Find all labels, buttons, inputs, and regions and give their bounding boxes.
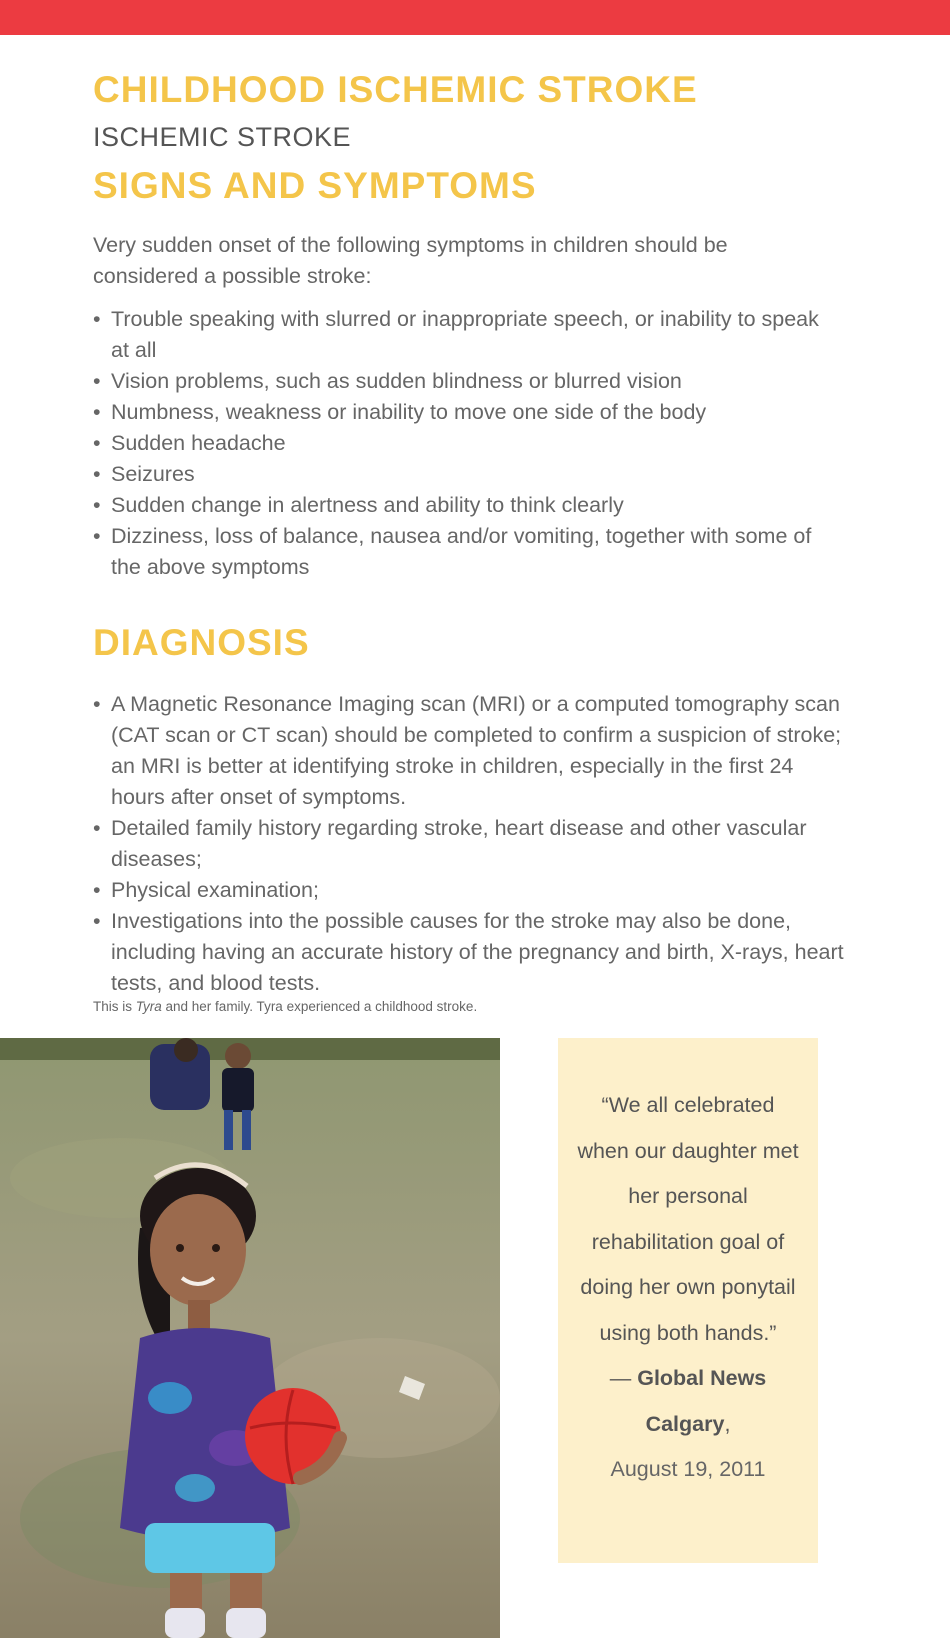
quote-text: “We all celebrated when our daughter met her personal rehabilitation goal of doing her own ponytail using both hands.” xyxy=(577,1093,799,1345)
list-item xyxy=(93,304,838,366)
list-item-text: Trouble speaking with slurred or inappropriate speech, or inability to speak at all xyxy=(111,307,819,362)
list-item-text: Investigations into the possible causes for the stroke may also be done, including having an accurate history of the pregnancy and birth, X-rays, heart tests, and blood tests. xyxy=(111,909,844,995)
list-item-text: Vision problems, such as sudden blindness or blurred vision xyxy=(111,369,682,393)
list-item-text: Sudden change in alertness and ability to think clearly xyxy=(111,493,624,517)
list-item xyxy=(93,875,853,906)
quote-source: Global News Calgary xyxy=(637,1366,767,1436)
quote-comma: , xyxy=(724,1411,731,1436)
caption-prefix: This is xyxy=(93,999,136,1014)
bullet-icon: • xyxy=(93,909,101,933)
top-color-bar xyxy=(0,0,950,35)
photo-caption xyxy=(93,997,503,1016)
list-item xyxy=(93,813,853,875)
testimonial-quote xyxy=(576,1083,800,1493)
list-item xyxy=(93,906,853,999)
list-item xyxy=(93,459,838,490)
bullet-icon: • xyxy=(93,692,101,716)
list-item xyxy=(93,366,838,397)
list-item xyxy=(93,490,838,521)
list-item-text: Detailed family history regarding stroke, heart disease and other vascular diseases; xyxy=(111,816,807,871)
signs-list xyxy=(93,304,838,583)
caption-suffix: and her family. Tyra experienced a childhood stroke. xyxy=(161,999,478,1014)
bullet-icon: • xyxy=(93,816,101,840)
bullet-icon: • xyxy=(93,369,101,393)
list-item-text: Dizziness, loss of balance, nausea and/or vomiting, together with some of the above symptoms xyxy=(111,524,812,579)
caption-name: Tyra xyxy=(135,999,162,1014)
list-item xyxy=(93,521,838,583)
bullet-icon: • xyxy=(93,431,101,455)
list-item-text: A Magnetic Resonance Imaging scan (MRI) or a computed tomography scan (CAT scan or CT scan) should be completed to confirm a suspicion of stroke; an MRI is better at identifying stroke in children, especially in the first 24 hours after onset of symptoms. xyxy=(111,692,842,809)
diagnosis-list xyxy=(93,689,853,999)
signs-intro: Very sudden onset of the following symptoms in children should be considered a possible stroke: xyxy=(93,233,728,288)
bullet-icon: • xyxy=(93,524,101,548)
page-content xyxy=(93,66,853,999)
family-photo xyxy=(0,1038,500,1638)
list-item xyxy=(93,689,853,813)
list-item-text: Seizures xyxy=(111,462,195,486)
list-item-text: Physical examination; xyxy=(111,878,319,902)
quote-dash: — xyxy=(609,1366,638,1390)
bullet-icon: • xyxy=(93,400,101,424)
list-item-text: Numbness, weakness or inability to move one side of the body xyxy=(111,400,707,424)
photo-illustration xyxy=(0,1038,500,1638)
bullet-icon: • xyxy=(93,462,101,486)
diagnosis-heading: DIAGNOSIS xyxy=(93,622,310,663)
page-subtitle: ISCHEMIC STROKE xyxy=(93,122,352,152)
list-item xyxy=(93,428,838,459)
signs-heading: SIGNS AND SYMPTOMS xyxy=(93,165,537,206)
list-item-text: Sudden headache xyxy=(111,431,286,455)
quote-box xyxy=(558,1038,818,1563)
quote-date: August 19, 2011 xyxy=(610,1457,766,1481)
bullet-icon: • xyxy=(93,493,101,517)
list-item xyxy=(93,397,838,428)
bullet-icon: • xyxy=(93,878,101,902)
bullet-icon: • xyxy=(93,307,101,331)
page-title: CHILDHOOD ISCHEMIC STROKE xyxy=(93,69,698,110)
